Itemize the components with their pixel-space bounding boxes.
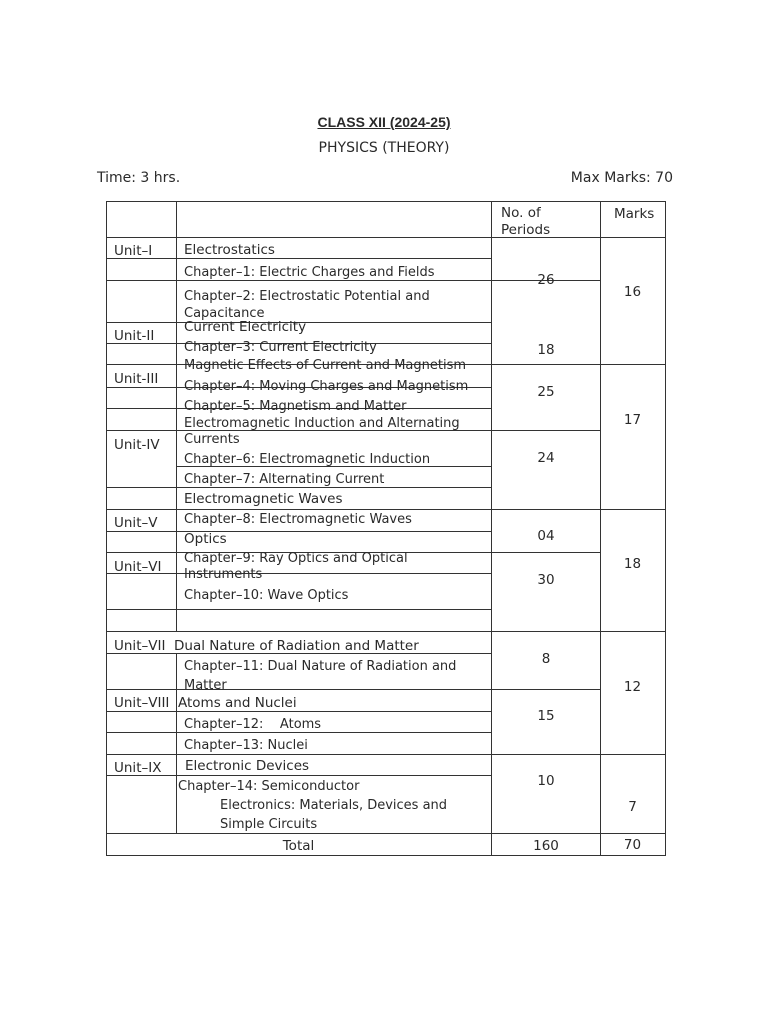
marks-value: 16 <box>623 284 642 300</box>
periods-value: 25 <box>537 384 555 400</box>
document-title: CLASS XII (2024-25) <box>317 114 451 130</box>
total-periods: 160 <box>533 838 559 854</box>
topic-cell: Chapter–1: Electric Charges and Fields <box>184 265 435 280</box>
topic-cell: Chapter–3: Current Electricity <box>184 340 377 355</box>
topic-cell: Chapter–7: Alternating Current <box>184 472 385 487</box>
marks-value: 12 <box>623 679 642 695</box>
topic-cell: Chapter–10: Wave Optics <box>184 588 349 603</box>
periods-column-header: No. of Periods <box>501 205 551 238</box>
periods-value: 26 <box>537 272 555 288</box>
table-border <box>106 201 665 202</box>
unit-label: Unit-IV <box>114 437 160 453</box>
row-divider <box>106 775 491 776</box>
row-divider <box>106 609 491 610</box>
row-divider <box>106 754 665 755</box>
periods-value: 8 <box>541 651 551 667</box>
topic-cell: Chapter–12: Atoms <box>184 717 322 732</box>
row-divider <box>106 237 665 238</box>
total-marks: 70 <box>623 837 642 853</box>
row-divider <box>106 509 665 510</box>
unit-label: Unit–I <box>114 243 153 259</box>
unit-label: Unit-II <box>114 328 155 344</box>
unit-label: Unit–VI <box>114 559 162 575</box>
table-border <box>176 201 177 631</box>
marks-column-header: Marks <box>614 206 655 222</box>
row-divider <box>106 631 665 632</box>
unit-label: Unit–V <box>114 515 158 531</box>
topic-cell: Chapter–6: Electromagnetic Induction <box>184 452 431 467</box>
unit-label: Unit–VIII <box>114 695 170 711</box>
topic-cell: Optics <box>184 531 227 547</box>
topic-cell: Electrostatics <box>184 242 275 258</box>
row-divider <box>106 531 491 532</box>
topic-cell: Current Electricity <box>184 319 307 335</box>
table-border <box>106 855 665 856</box>
marks-value: 17 <box>623 412 642 428</box>
document-subtitle: PHYSICS (THEORY) <box>318 140 450 156</box>
topic-cell: Electronics: Materials, Devices and Simple Circuits <box>220 798 448 832</box>
topic-cell: Chapter–9: Ray Optics and Optical Instruments <box>184 551 408 582</box>
topic-cell: Chapter–8: Electromagnetic Waves <box>184 512 412 527</box>
unit-label: Unit–IX <box>114 760 162 776</box>
topic-cell: Atoms and Nuclei <box>178 695 297 711</box>
marks-value: 18 <box>623 556 642 572</box>
periods-value: 04 <box>537 528 555 544</box>
topic-cell: Chapter–11: Dual Nature of Radiation and Matter <box>184 659 457 693</box>
time-label: Time: 3 hrs. <box>97 170 181 186</box>
topic-cell: Chapter–5: Magnetism and Matter <box>184 399 407 414</box>
topic-cell: Dual Nature of Radiation and Matter <box>174 638 419 654</box>
topic-cell: Electronic Devices <box>185 758 310 774</box>
table-border <box>106 201 107 856</box>
topic-cell: Chapter–2: Electrostatic Potential and Capacitance <box>184 289 430 321</box>
table-border <box>176 654 177 834</box>
unit-label: Unit–VII <box>114 638 166 654</box>
periods-value: 10 <box>537 773 555 789</box>
topic-cell: Magnetic Effects of Current and Magnetism <box>184 358 467 373</box>
periods-value: 15 <box>537 708 555 724</box>
topic-cell: Electromagnetic Waves <box>184 491 343 507</box>
topic-cell: Chapter–4: Moving Charges and Magnetism <box>184 379 469 394</box>
max-marks-label: Max Marks: 70 <box>570 170 673 186</box>
topic-cell: Chapter–13: Nuclei <box>184 738 308 753</box>
periods-value: 30 <box>537 572 555 588</box>
topic-cell: Electromagnetic Induction and Alternating Currents <box>184 416 460 447</box>
table-border <box>665 201 666 856</box>
unit-label: Unit-III <box>114 371 159 387</box>
total-label: Total <box>282 838 315 854</box>
row-divider <box>106 258 491 259</box>
periods-value: 24 <box>537 450 555 466</box>
periods-value: 18 <box>537 342 555 358</box>
topic-cell: Chapter–14: Semiconductor <box>178 779 360 794</box>
marks-value: 7 <box>628 799 637 815</box>
